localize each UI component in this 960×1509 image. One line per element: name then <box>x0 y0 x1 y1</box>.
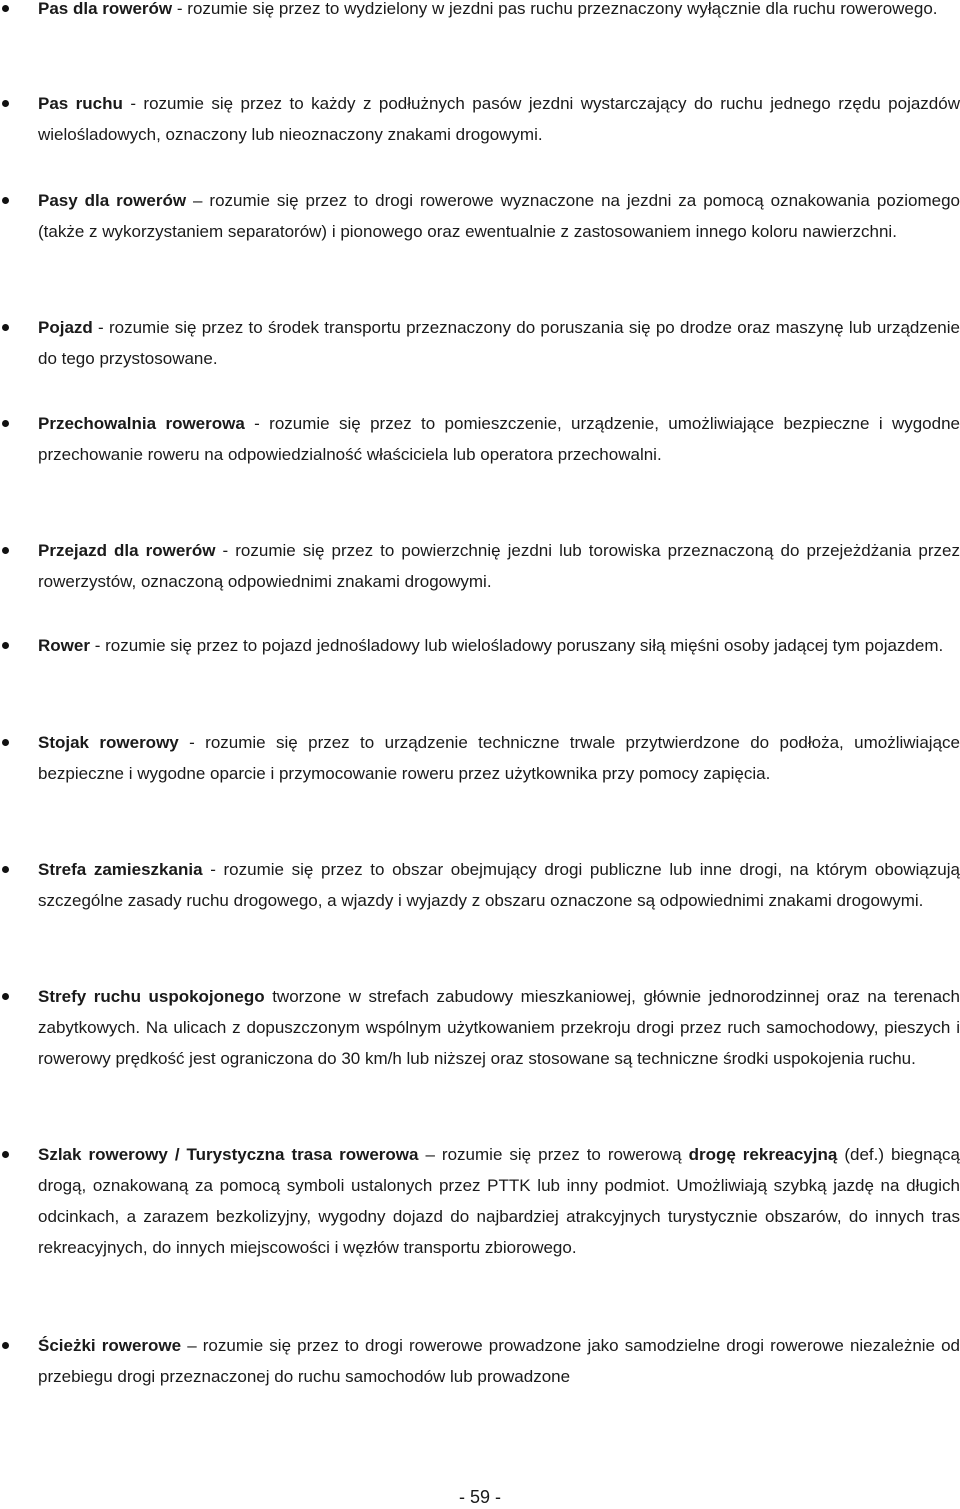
definition-term: Stojak rowerowy <box>38 733 179 752</box>
definition-term: Pas ruchu <box>38 94 123 113</box>
bullet-icon <box>2 727 12 758</box>
definition-term: Przejazd dla rowerów <box>38 541 216 560</box>
definition-term: Strefa zamieszkania <box>38 860 203 879</box>
definition-item <box>38 88 960 150</box>
definition-term: Pasy dla rowerów <box>38 191 187 210</box>
bullet-icon <box>2 1330 12 1361</box>
definition-item <box>38 185 960 247</box>
definition-item <box>38 535 960 597</box>
definition-item <box>38 1139 960 1263</box>
bullet-icon <box>2 0 12 24</box>
definition-text: - rozumie się przez to każdy z podłużnych pasów jezdni wystarczający do ruchu jednego rzędu pojazdów wielośladowych, oznaczony lub nieoznaczony znakami drogowymi. <box>38 94 960 144</box>
definition-term: Pas dla rowerów <box>38 0 173 18</box>
definition-text: - rozumie się przez to wydzielony w jezdni pas ruchu przeznaczony wyłącznie dla ruchu rowerowego. <box>172 0 938 18</box>
definition-item <box>38 1330 960 1392</box>
bullet-icon <box>2 1139 12 1170</box>
definition-term: Przechowalnia rowerowa <box>38 414 245 433</box>
definition-text: – rozumie się przez to rowerową <box>418 1145 689 1164</box>
definition-term: Rower <box>38 636 90 655</box>
definition-item <box>38 0 960 24</box>
bullet-icon <box>2 854 12 885</box>
definition-text: – rozumie się przez to drogi rowerowe prowadzone jako samodzielne drogi rowerowe niezależnie od przebiegu drogi przeznaczonej do ruchu samochodów lub prowadzone <box>38 1336 960 1386</box>
definition-item <box>38 630 960 661</box>
definition-item <box>38 312 960 374</box>
definition-item <box>38 981 960 1074</box>
definition-emphasis: drogę rekreacyjną <box>688 1145 838 1164</box>
definition-item <box>38 408 960 470</box>
definition-term: Strefy ruchu uspokojonego <box>38 987 265 1006</box>
definition-term: Ścieżki rowerowe <box>38 1336 182 1355</box>
bullet-icon <box>2 88 12 119</box>
definition-text: - rozumie się przez to środek transportu przeznaczony do poruszania się po drodze oraz maszynę lub urządzenie do tego przystosowane. <box>38 318 960 368</box>
definition-text: - rozumie się przez to obszar obejmujący drogi publiczne lub inne drogi, na którym obowiązują szczególne zasady ruchu drogowego, a wjazdy i wyjazdy z obszaru oznaczone są odpowiednimi znakami drogowymi. <box>38 860 960 910</box>
bullet-icon <box>2 408 12 439</box>
definition-text: - rozumie się przez to pomieszczenie, urządzenie, umożliwiające bezpieczne i wygodne przechowanie roweru na odpowiedzialność właściciela lub operatora przechowalni. <box>38 414 960 464</box>
definition-item <box>38 854 960 916</box>
definition-item <box>38 727 960 789</box>
definition-text: – rozumie się przez to drogi rowerowe wyznaczone na jezdni za pomocą oznakowania poziomego (także z wykorzystaniem separatorów) i pionowego oraz ewentualnie z zastosowaniem innego koloru nawierzchni. <box>38 191 960 241</box>
definition-term: Pojazd <box>38 318 93 337</box>
definition-term: Szlak rowerowy / Turystyczna trasa rowerowa <box>38 1145 419 1164</box>
bullet-icon <box>2 630 12 661</box>
bullet-icon <box>2 535 12 566</box>
definition-text: - rozumie się przez to urządzenie techniczne trwale przytwierdzone do podłoża, umożliwiające bezpieczne i wygodne oparcie i przymocowanie roweru przez użytkownika przy pomocy zapięcia. <box>38 733 960 783</box>
definition-text: (def.) biegnącą drogą, oznakowaną za pomocą symboli ustalonych przez PTTK lub inny podmiot. Umożliwiają szybką jazdę na długich odcinkach, a zarazem bezkolizyjny, wygodny dojazd do najbardziej atrakcyjnych turystycznie obszarów, do innych tras rekreacyjnych, do innych miejscowości i węzłów transportu zbiorowego. <box>38 1145 960 1257</box>
bullet-icon <box>2 981 12 1012</box>
page-number: - 59 - <box>458 1487 501 1507</box>
definition-text: - rozumie się przez to powierzchnię jezdni lub torowiska przeznaczoną do przejeżdżania przez rowerzystów, oznaczoną odpowiednimi znakami drogowymi. <box>38 541 960 591</box>
definition-text: - rozumie się przez to pojazd jednośladowy lub wielośladowy poruszany siłą mięśni osoby jadącej tym pojazdem. <box>89 636 944 655</box>
bullet-icon <box>2 185 12 216</box>
definition-text: tworzone w strefach zabudowy mieszkaniowej, głównie jednorodzinnej oraz na terenach zabytkowych. Na ulicach z dopuszczonym wspólnym użytkowaniem przekroju drogi przez ruch samochodowy, pieszych i rowerowy prędkość jest ograniczona do 30 km/h lub niższej oraz stosowane są techniczne środki uspokojenia ruchu. <box>38 987 960 1068</box>
bullet-icon <box>2 312 12 343</box>
